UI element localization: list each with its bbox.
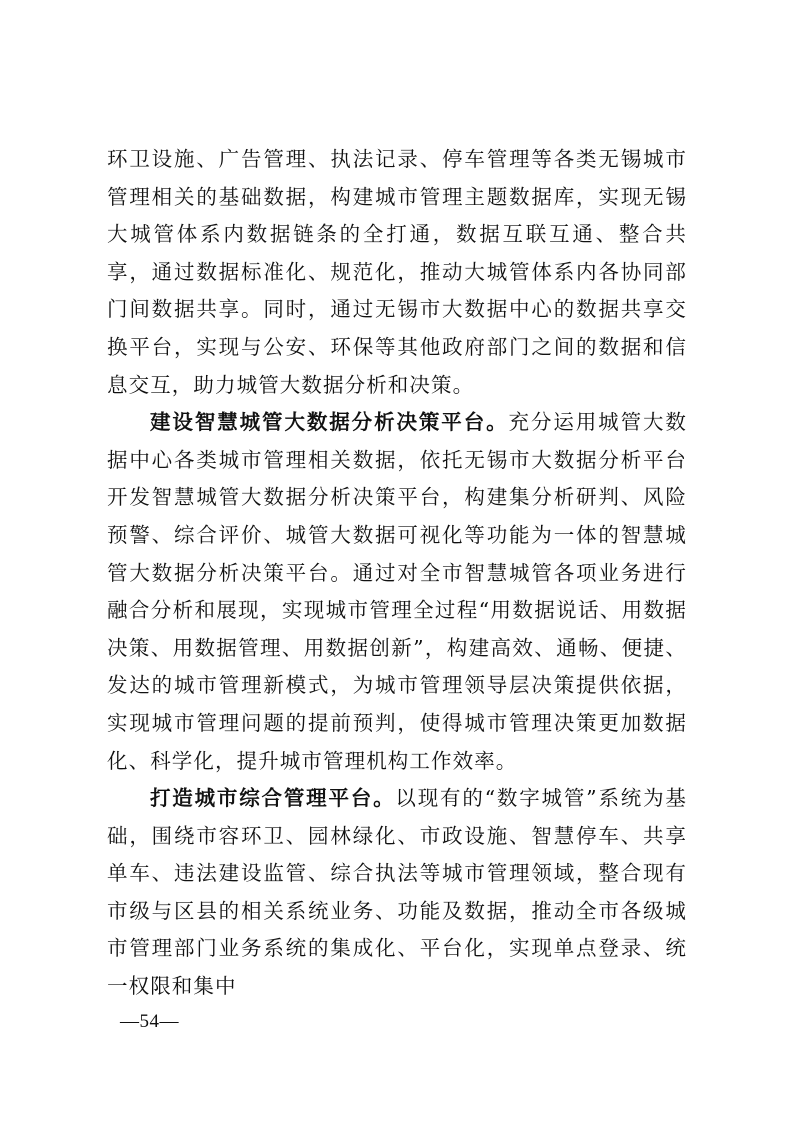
paragraph-2-text: 充分运用城管大数据中心各类城市管理相关数据，依托无锡市大数据分析平台开发智慧城管大数据分析决策平台，构建集分析研判、风险预警、综合评价、城管大数据可视化等功能为一体的智慧城管大数据分析决策平台。通过对全市智慧城管各项业务进行融合分析和展现，实现城市管理全过程“用数据说话、用数据决策、用数据管理、用数据创新”，构建高效、通畅、便捷、发达的城市管理新模式，为城市管理领导层决策提供依据，实现城市管理问题的提前预判，使得城市管理决策更加数据化、科学化，提升城市管理机构工作效率。 <box>107 410 687 773</box>
page-number: —54— <box>120 1011 179 1032</box>
paragraph-2-heading: 建设智慧城管大数据分析决策平台。 <box>150 410 509 435</box>
paragraph-3 <box>107 780 687 1006</box>
paragraph-2 <box>107 404 687 780</box>
paragraph-3-heading: 打造城市综合管理平台。 <box>150 786 396 811</box>
paragraph-1-text: 环卫设施、广告管理、执法记录、停车管理等各类无锡城市管理相关的基础数据，构建城市管理主题数据库，实现无锡大城管体系内数据链条的全打通，数据互联互通、整合共享，通过数据标准化、规范化，推动大城管体系内各协同部门间数据共享。同时，通过无锡市大数据中心的数据共享交换平台，实现与公安、环保等其他政府部门之间的数据和信息交互，助力城管大数据分析和决策。 <box>107 147 687 397</box>
paragraph-1 <box>107 141 687 404</box>
document-body <box>107 141 687 1006</box>
paragraph-3-text: 以现有的“数字城管”系统为基础，围绕市容环卫、园林绿化、市政设施、智慧停车、共享单车、违法建设监管、综合执法等城市管理领域，整合现有市级与区县的相关系统业务、功能及数据，推动全市各级城市管理部门业务系统的集成化、平台化，实现单点登录、统一权限和集中 <box>107 786 687 999</box>
